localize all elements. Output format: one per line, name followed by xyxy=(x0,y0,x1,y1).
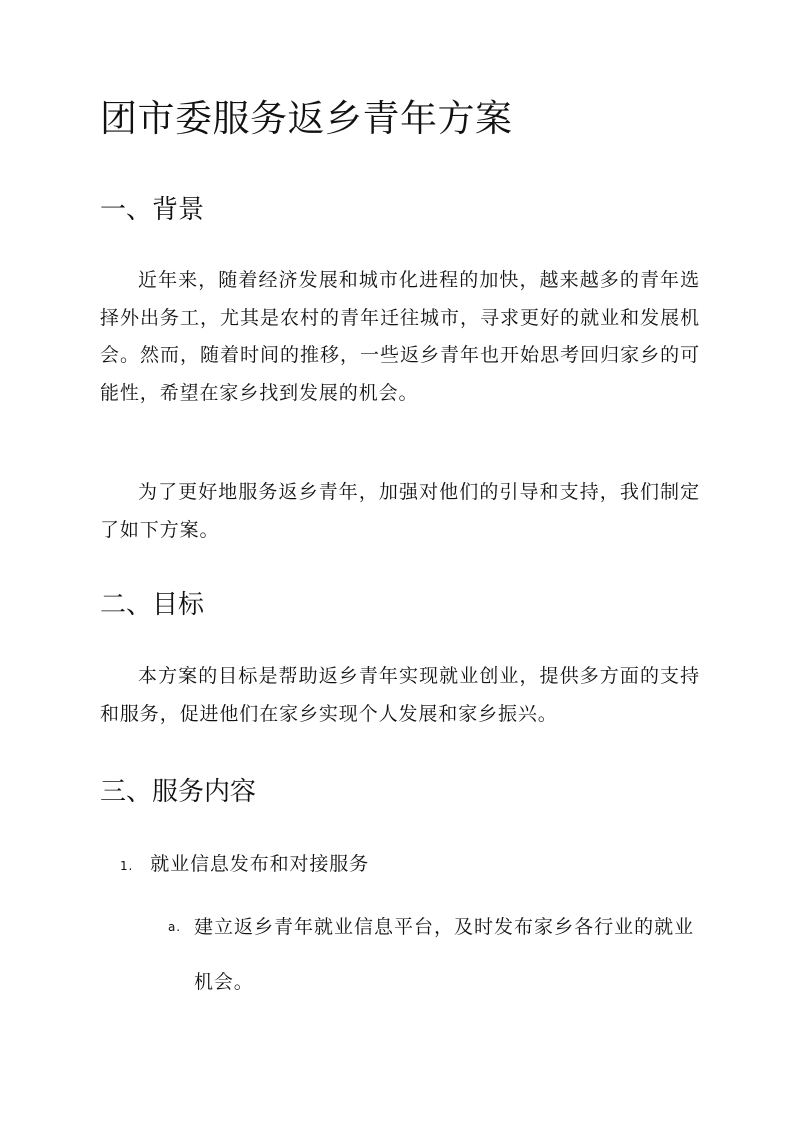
sub-list-item xyxy=(0,900,800,1020)
section-heading-goals: 二、目标 xyxy=(100,590,205,620)
section-heading-services: 三、服务内容 xyxy=(100,777,257,807)
list-marker: 1. xyxy=(120,859,134,873)
section-heading-background: 一、背景 xyxy=(100,195,205,225)
background-paragraph-1: 近年来，随着经济发展和城市化进程的加快，越来越多的青年选择外出务工，尤其是农村的青年迁往城市，寻求更好的就业和发展机会。然而，随着时间的推移，一些返乡青年也开始思考回归家乡的可能性，希望在家乡找到发展的机会。 xyxy=(100,269,700,404)
goals-paragraph: 本方案的目标是帮助返乡青年实现就业创业，提供多方面的支持和服务，促进他们在家乡实现个人发展和家乡振兴。 xyxy=(100,665,700,725)
sub-list-item-text: 建立返乡青年就业信息平台，及时发布家乡各行业的就业机会。 xyxy=(194,916,694,993)
list-item xyxy=(120,846,369,886)
background-paragraph-2: 为了更好地服务返乡青年，加强对他们的引导和支持，我们制定了如下方案。 xyxy=(100,481,700,541)
sub-list-marker: a. xyxy=(168,920,181,934)
list-item-text: 就业信息发布和对接服务 xyxy=(150,853,370,875)
document-title: 团市委服务返乡青年方案 xyxy=(100,97,513,140)
